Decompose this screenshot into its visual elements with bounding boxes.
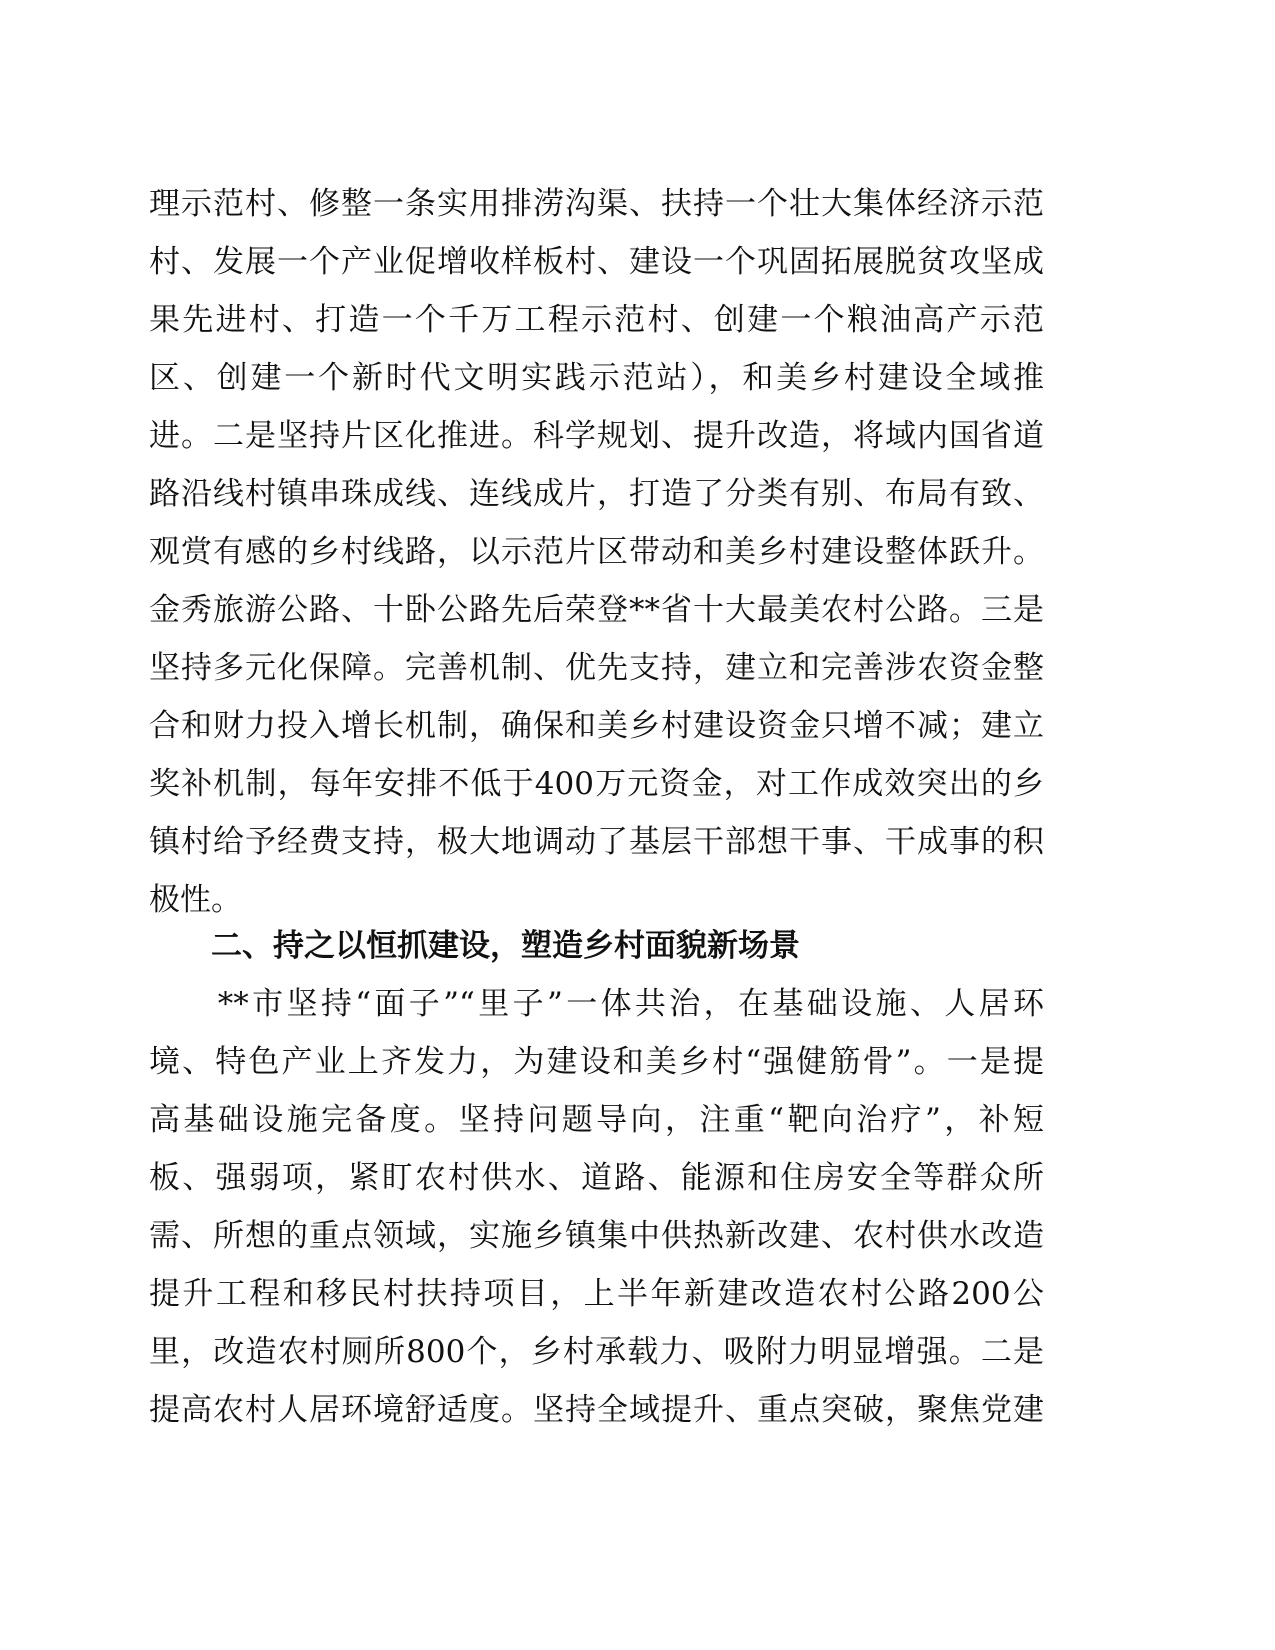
text-line: 合和财力投入增长机制，确保和美乡村建设资金只增不减；建立 <box>149 708 1044 744</box>
text-line: 观赏有感的乡村线路，以示范片区带动和美乡村建设整体跃升。 <box>149 534 1044 570</box>
text-line: 高基础设施完备度。坚持问题导向，注重“靶向治疗”，补短 <box>149 1102 1044 1138</box>
text-line: 金秀旅游公路、十卧公路先后荣登**省十大最美农村公路。三是 <box>149 592 1044 628</box>
text-line: 奖补机制，每年安排不低于400万元资金，对工作成效突出的乡 <box>149 766 1044 802</box>
text-line: 路沿线村镇串珠成线、连线成片，打造了分类有别、布局有致、 <box>149 476 1044 512</box>
text-line: 果先进村、打造一个千万工程示范村、创建一个粮油高产示范 <box>149 302 1044 338</box>
text-line: **市坚持“面子”“里子”一体共治，在基础设施、人居环 <box>149 986 1044 1022</box>
text-line: 提升工程和移民村扶持项目，上半年新建改造农村公路200公 <box>149 1276 1044 1312</box>
text-line: 坚持多元化保障。完善机制、优先支持，建立和完善涉农资金整 <box>149 650 1044 686</box>
text-line: 境、特色产业上齐发力，为建设和美乡村“强健筋骨”。一是提 <box>149 1044 1044 1080</box>
text-line: 区、创建一个新时代文明实践示范站），和美乡村建设全域推 <box>149 360 1044 396</box>
paragraph-continued <box>149 175 1044 929</box>
text-line: 镇村给予经费支持，极大地调动了基层干部想干事、干成事的积 <box>149 824 1044 860</box>
text-line: 村、发展一个产业促增收样板村、建设一个巩固拓展脱贫攻坚成 <box>149 244 1044 280</box>
paragraph-infrastructure <box>149 975 1044 1439</box>
text-line: 板、强弱项，紧盯农村供水、道路、能源和住房安全等群众所 <box>149 1160 1044 1196</box>
text-line: 需、所想的重点领域，实施乡镇集中供热新改建、农村供水改造 <box>149 1218 1044 1254</box>
section-heading: 二、持之以恒抓建设，塑造乡村面貌新场景 <box>211 928 800 964</box>
text-line: 极性。 <box>149 882 242 918</box>
text-line: 里，改造农村厕所800个，乡村承载力、吸附力明显增强。二是 <box>149 1334 1044 1370</box>
text-line: 理示范村、修整一条实用排涝沟渠、扶持一个壮大集体经济示范 <box>149 186 1044 222</box>
text-line: 提高农村人居环境舒适度。坚持全域提升、重点突破，聚焦党建 <box>149 1392 1044 1428</box>
text-line: 进。二是坚持片区化推进。科学规划、提升改造，将域内国省道 <box>149 418 1044 454</box>
